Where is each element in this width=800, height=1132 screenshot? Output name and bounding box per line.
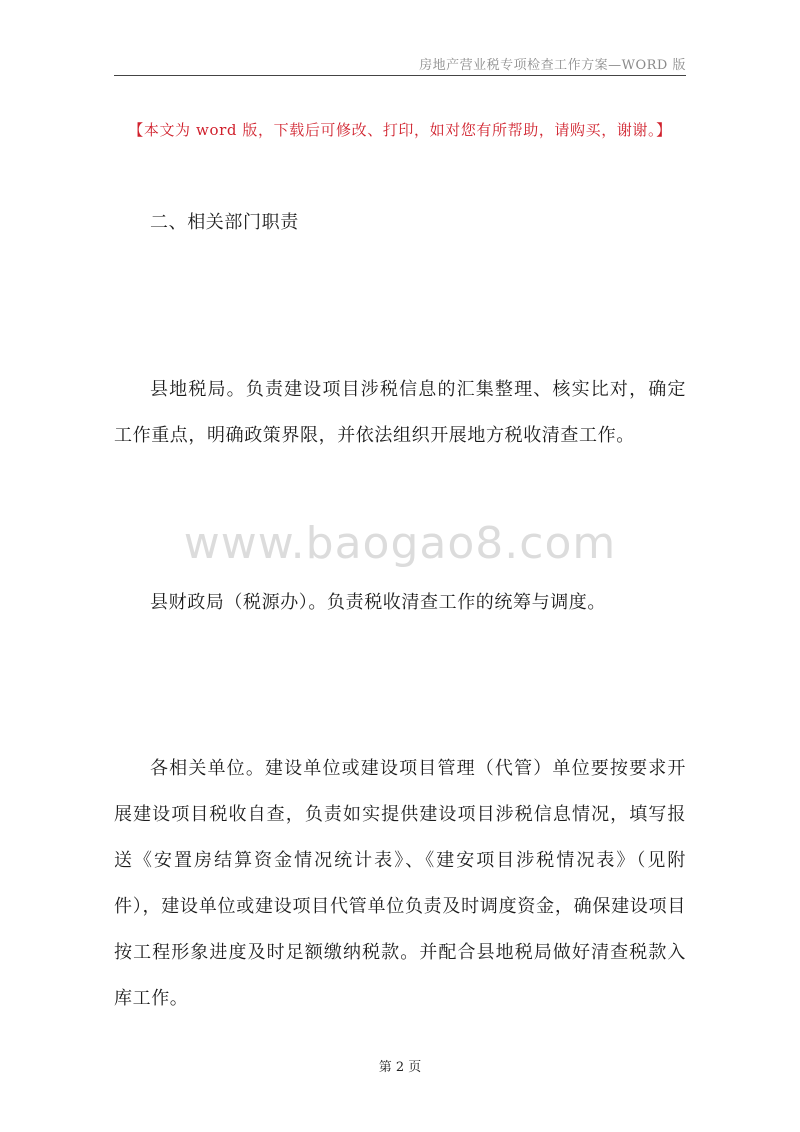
- paragraph-tax-bureau: 县地税局。负责建设项目涉税信息的汇集整理、核实比对，确定工作重点，明确政策界限，并依法组织开展地方税收清查工作。: [114, 379, 686, 446]
- watermark: www.baogao8.com: [183, 518, 617, 569]
- running-header: 房地产营业税专项检查工作方案—WORD 版: [419, 58, 686, 73]
- paragraph-finance-bureau: 县财政局（税源办）。负责税收清查工作的统筹与调度。: [150, 592, 606, 613]
- header-divider: [114, 75, 686, 76]
- download-notice: 【本文为 word 版，下载后可修改、打印，如对您有所帮助，请购买，谢谢。】: [128, 121, 672, 139]
- section-heading: 二、相关部门职责: [150, 212, 299, 233]
- paragraph-related-units: 各相关单位。建设单位或建设项目管理（代管）单位要按要求开展建设项目税收自查，负责如实提供建设项目涉税信息情况，填写报送《安置房结算资金情况统计表》、《建安项目涉税情况表》（见附件），建设单位或建设项目代管单位负责及时调度资金，确保建设项目按工程形象进度及时足额缴纳税款。并配合县地税局做好清查税款入库工作。: [114, 758, 686, 1009]
- page-number: 第 2 页: [378, 1060, 422, 1075]
